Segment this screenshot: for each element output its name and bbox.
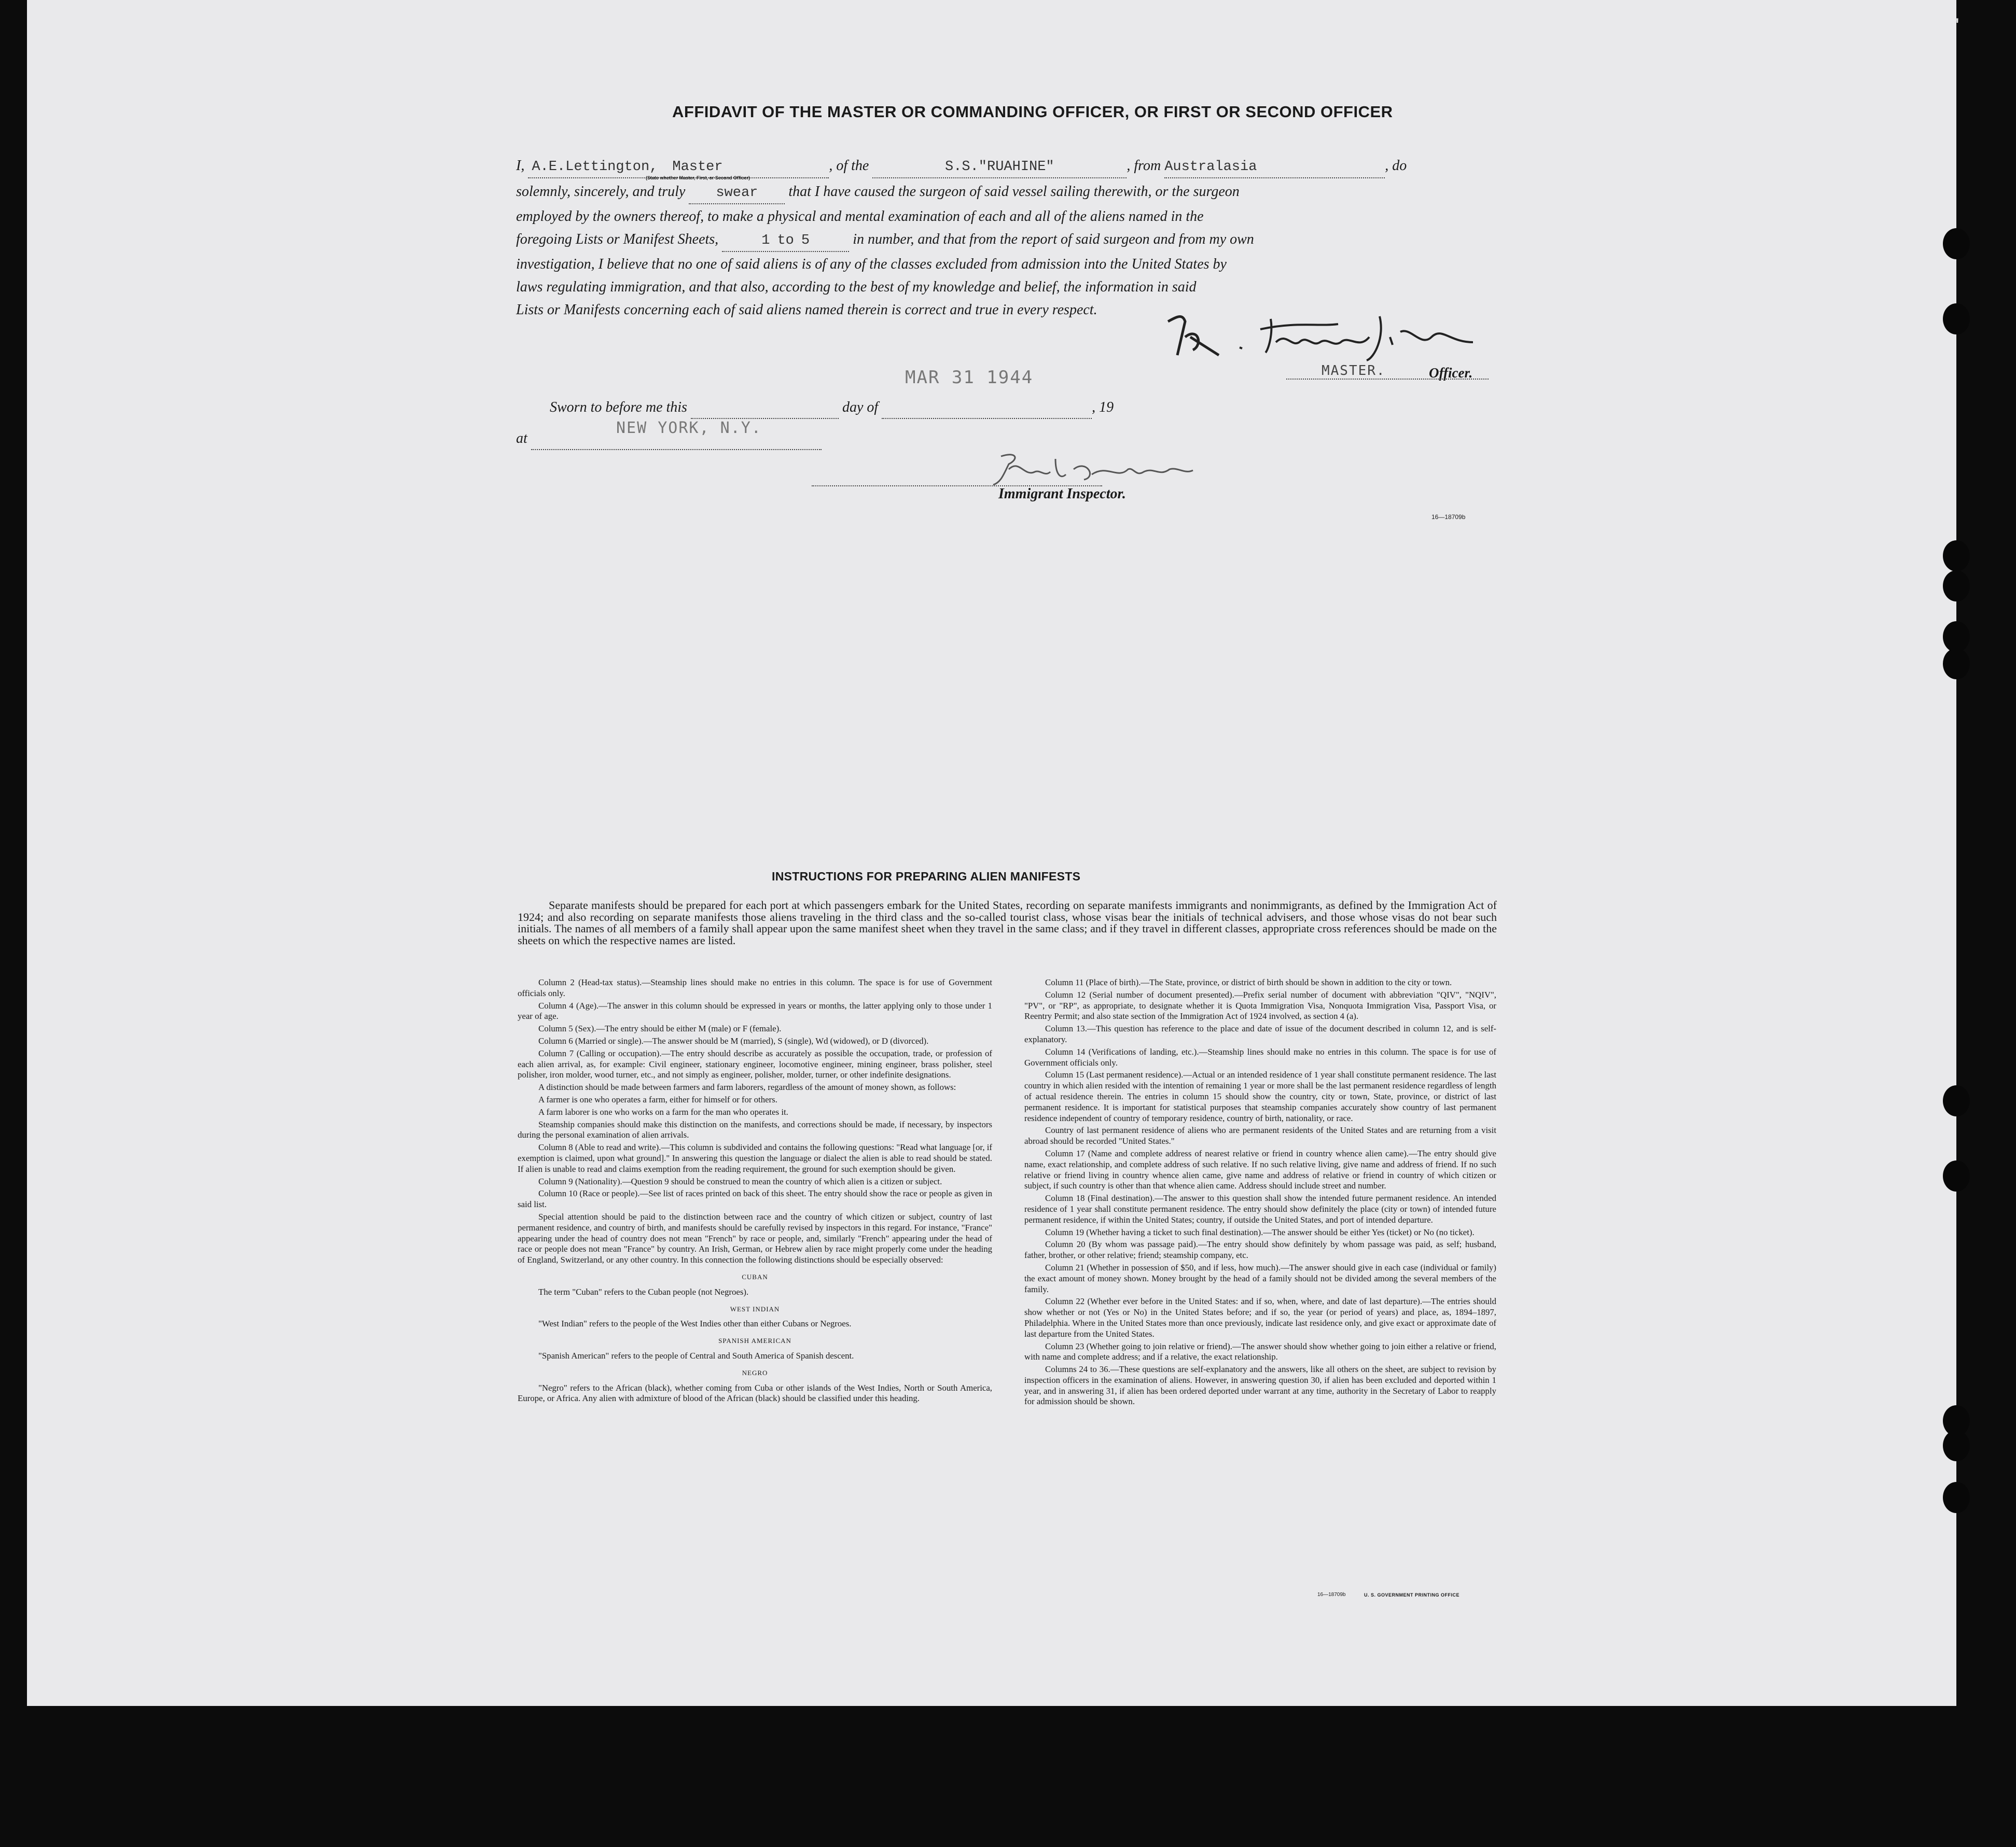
at-line: at xyxy=(516,428,822,450)
master-stamp: MASTER. xyxy=(1322,363,1386,379)
punch-hole xyxy=(1943,1482,1970,1513)
punch-hole xyxy=(1943,648,1970,679)
punch-hole xyxy=(1943,540,1970,571)
affidavit-line-2: solemnly, sincerely, and truly swear that I have caused the surgeon of said vessel sailing therewith, or the surgeon xyxy=(516,181,1491,204)
affidavit-line-6: laws regulating immigration, and that also, according to the best of my knowledge and belief, the information in said xyxy=(516,279,1197,295)
punch-hole xyxy=(1943,228,1970,259)
officer-label: Officer. xyxy=(1429,365,1473,381)
affidavit-line-5: investigation, I believe that no one of said aliens is of any of the classes excluded from admission into the United States by xyxy=(516,256,1227,272)
rank-note: (State whether Master, First, or Second Officer) xyxy=(646,175,750,180)
date-stamp: MAR 31 1944 xyxy=(905,367,1034,388)
corner-mark: ' xyxy=(1955,15,1959,37)
officer-line xyxy=(1286,379,1489,380)
master-name: A.E.Lettington, xyxy=(532,159,658,175)
master-rank: Master xyxy=(672,159,723,175)
affidavit-line-4: foregoing Lists or Manifest Sheets, 1 to 5 in number, and that from the report of said surgeon and from my own xyxy=(516,229,1491,252)
instructions-intro: Separate manifests should be prepared for each port at which passengers embark for the United States, recording on separate manifests immigrants and nonimmigrants, as defined by the Immigration Act of 1924; and also recording on separate manifests those aliens traveling in the third class and the so-called tourist class, whose visas bear the initials of technical advisers, and those whose visas do not bear such initials. The names of all members of a family shall appear upon the same manifest sheet when they travel in the same class; and if they travel in different classes, appropriate cross references should be made on the sheets on which the respective names are listed. xyxy=(518,899,1497,947)
punch-hole xyxy=(1943,621,1970,652)
master-signature xyxy=(1162,306,1483,363)
sworn-line: Sworn to before me this day of , 19 xyxy=(550,397,1114,419)
instructions-left-column: Column 2 (Head-tax status).—Steamship lines should make no entries in this column. The space is for use of Government officials only. Column 4 (Age).—The answer in this column should be expressed in years or months, the latter applying only to those under 1 year of age. Column 5 (Sex).—The entry should be either M (male) or F (female). Column 6 (Married or single).—The answer should be M (married), S (single), Wd (widowed), or D (divorced). Column 7 (Calling or occupation).—The entry should describe as accurately as possible the occupation, trade, or profession of each alien arrival, as, for example: Civil engineer, stationary engineer, locomotive engineer, mining engineer, brass polisher, steel polisher, iron molder, wood turner, etc., and not simply as engineer, polisher, molder, turner, or other indefinite designations. A distinction should be made between farmers and farm laborers, regardless of the amount of money shown, as follows: A farmer is one who operates a farm, either for himself or for others. A farm laborer is one who works on a farm for the man who operates it. Steamship companies should make this distinction on the manifests, and corrections should be made, if necessary, by inspectors during the personal examination of alien arrivals. Column 8 (Able to read and write).—This column is subdivided and contains the following questions: "Read what language [or, if exemption is claimed, upon what ground]." In answering this question the language or dialect the alien is able to read should be stated. If alien is unable to read and claims exemption from the reading requirement, the ground for such exemption should be given. Column 9 (Nationality).—Question 9 should be construed to mean the country of which alien is a citizen or subject. Column 10 (Race or people).—See list of races printed on back of this sheet. The entry should show the race or people as given in said list. Special attention should be paid to the distinction between race and the country of which citizen or subject, country of last permanent residence, and country of birth, and manifests should be carefully revised by inspectors in this regard. For instance, "France" appearing under the head of country does not mean "French" by race or people, and, similarly "French" appearing under the head of race or people does not mean "France" by country. An Irish, German, or Hebrew alien by race might properly come under the heading of England, Switzerland, or any other country. In this connection the following distinctions should be especially observed: CUBAN The term "Cuban" refers to the Cuban people (not Negroes). WEST INDIAN "West Indian" refers to the people of the West Indies other than either Cubans or Negroes. SPANISH AMERICAN "Spanish American" refers to the people of Central and South America of Spanish descent. NEGRO "Negro" refers to the African (black), whether coming from Cuba or other islands of the West Indies, North or South America, Europe, or Africa. Any alien with admixture of blood of the African (black) should be classified under this heading. xyxy=(518,977,992,1404)
footer-form-no: 16—18709b xyxy=(1317,1592,1346,1598)
affidavit-line-3: employed by the owners thereof, to make a physical and mental examination of each and all of the aliens named in the xyxy=(516,208,1204,225)
punch-hole xyxy=(1943,1085,1970,1116)
inspector-signature xyxy=(988,449,1195,490)
affidavit-form-no: 16—18709b xyxy=(1431,513,1466,521)
footer-gpo: U. S. GOVERNMENT PRINTING OFFICE xyxy=(1364,1592,1460,1598)
instructions-right-column: Column 11 (Place of birth).—The State, province, or district of birth should be shown in addition to the city or town. Column 12 (Serial number of document presented).—Prefix serial number of document with abbreviation "QIV", "NQIV", "PV", or "RP", as appropriate, to designate whether it is Quota Immigration Visa, Nonquota Immigration Visa, Passport Visa, or Reentry Permit; and also state section of the Immigration Act of 1924 involved, as section 4 (a). Column 13.—This question has reference to the place and date of issue of the document described in column 12, and is self-explanatory. Column 14 (Verifications of landing, etc.).—Steamship lines should make no entries in this column. The space is for use of Government officials only. Column 15 (Last permanent residence).—Actual or an intended residence of 1 year shall constitute permanent residence. The last country in which alien resided with the intention of remaining 1 year or more shall be the last permanent residence regardless of length of actual residence therein. The entries in column 15 should show the country, city or town, State, province, or district of last permanent residence. It is important for statistical purposes that steamship companies accurately show country of last permanent residence independent of country of temporary residence, country of birth, nationality, or race. Country of last permanent residence of aliens who are permanent residents of the United States and are returning from a visit abroad should be recorded "United States." Column 17 (Name and complete address of nearest relative or friend in country whence alien came).—The entry should give name, exact relationship, and complete address of such relative. If no such relative living, give name and address of friend. If no such relative or friend living in country whence alien came, give name and address of relative or friend in country of which citizen or subject, if such country is other than that whence alien came. Address should include street and number. Column 18 (Final destination).—The answer to this question shall show the intended future permanent residence. An intended residence of 1 year shall constitute permanent residence. The entry should show definitely the place (city or town) of intended future permanent residence, if within the United States; country, if outside the United States, and port of intended departure. Column 19 (Whether having a ticket to such final destination).—The answer should be either Yes (ticket) or No (no ticket). Column 20 (By whom was passage paid).—The entry should show definitely by whom passage was paid, as self; husband, father, brother, or other relative; friend; steamship company, etc. Column 21 (Whether in possession of $50, and if less, how much).—The answer should give in each case (individual or family) the exact amount of money shown. Money brought by the head of a family should not be divided among the several members of the family. Column 22 (Whether ever before in the United States: and if so, when, where, and date of last departure).—The entries should show whether or not (Yes or No) in the United States before; and if so, the year (or period of years) and place, as, 1894–1897, Philadelphia. Where in the United States more than once previously, indicate last residence only, and give exact or approximate date of last departure from the United States. Column 23 (Whether going to join relative or friend).—The answer should show whether going to join either a relative or friend, with name and complete address; and if a relative, the exact relationship. Columns 24 to 36.—These questions are self-explanatory and the answers, like all others on the sheet, are subject to revision by inspection officers in the examination of aliens. However, in answering question 30, if alien has been excluded and deported within 1 year, and in answering 31, if alien has been ordered deported under warrant at any time, authority in the Secretary of Labor to reapply for admission should be shown. xyxy=(1024,977,1496,1407)
vessel-name: S.S."RUAHINE" xyxy=(945,159,1054,175)
oath-word: swear xyxy=(716,185,758,201)
place-stamp: NEW YORK, N.Y. xyxy=(616,419,762,437)
affidavit-title: AFFIDAVIT OF THE MASTER OR COMMANDING OFFICER, OR FIRST OR SECOND OFFICER xyxy=(672,103,1393,121)
origin: Australasia xyxy=(1164,159,1257,175)
affidavit-body xyxy=(516,156,1491,320)
affidavit-line-7: Lists or Manifests concerning each of said aliens named therein is correct and true in every respect. xyxy=(516,302,1097,318)
punch-hole xyxy=(1943,570,1970,601)
punch-hole xyxy=(1943,1430,1970,1461)
affidavit-line-1: I, A.E.Lettington, Master , of the S.S."RUAHINE" , from Australasia , do xyxy=(516,156,1491,178)
punch-hole xyxy=(1943,1160,1970,1192)
inspector-label: Immigrant Inspector. xyxy=(998,486,1126,502)
instructions-title: INSTRUCTIONS FOR PREPARING ALIEN MANIFESTS xyxy=(772,870,1081,883)
punch-hole xyxy=(1943,303,1970,334)
